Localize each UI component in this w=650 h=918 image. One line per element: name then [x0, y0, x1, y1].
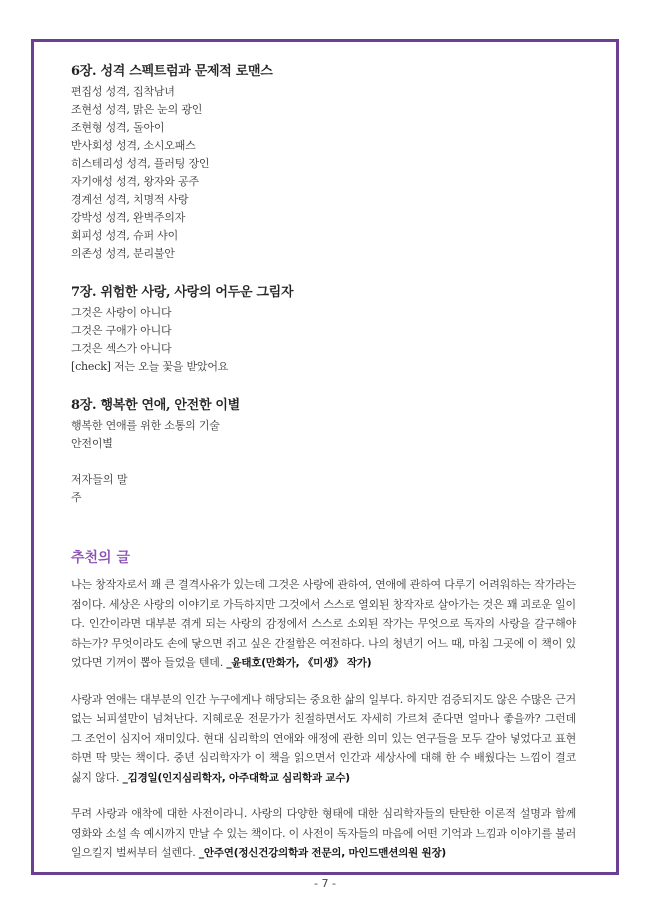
chapter-items: [71, 304, 576, 376]
recommendation-title: 추천의 글: [71, 550, 130, 566]
chapter-items: [71, 83, 576, 263]
list-item: 그것은 섹스가 아니다: [71, 342, 172, 355]
list-item: 강박성 성격, 완벽주의자: [71, 211, 186, 224]
recommendation-paragraph: [71, 804, 576, 864]
page-number: - 7 -: [314, 877, 336, 890]
recommendation-body: [71, 575, 576, 864]
list-item: 경계선 성격, 치명적 사랑: [71, 193, 189, 206]
list-item: 자기애성 성격, 왕자와 공주: [71, 175, 199, 188]
list-item: 의존성 성격, 분리불안: [71, 247, 175, 260]
notes-item: 주: [71, 491, 82, 504]
chapter-items: [71, 417, 576, 453]
list-item: 안전이별: [71, 437, 113, 450]
list-item: 편집성 성격, 집착남녀: [71, 85, 175, 98]
list-item: 조현형 성격, 돌아이: [71, 121, 165, 134]
paragraph-text: 사랑과 연애는 대부분의 인간 누구에게나 해당되는 중요한 삶의 일부다. 하지만 검증되지도 않은 수많은 근거 없는 뇌피셜만이 넘쳐난다. 지혜로운 전문가가 친절하면서도 자세히 가르쳐 준다면 얼마나 좋을까? 그런데 그 조언이 심지어 재미있다. 현대 심리학의 연애와 애정에 관한 의미 있는 연구들을 모두 갈아 넣었다고 표현하면 딱 맞는 책이다. 중년 심리학자가 이 책을 읽으면서 인간과 세상사에 대해 한 수 배웠다는 느낌이 결코 싫지 않다.: [71, 692, 576, 784]
list-item: 조현성 성격, 맑은 눈의 광인: [71, 103, 203, 116]
chapter-title: 6장. 성격 스펙트럼과 문제적 로맨스: [71, 64, 273, 79]
list-item: 행복한 연애를 위한 소통의 기술: [71, 419, 220, 432]
chapter-6: [71, 60, 576, 263]
list-item: 반사회성 성격, 소시오패스: [71, 139, 196, 152]
author-signature: _안주연(정신건강의학과 전문의, 마인드맨션의원 원장): [198, 847, 447, 859]
recommendation-paragraph: [71, 575, 576, 674]
chapter-7: [71, 281, 576, 376]
list-item: 그것은 사랑이 아니다: [71, 306, 172, 319]
list-item: 그것은 구애가 아니다: [71, 324, 172, 337]
content: [71, 60, 576, 880]
closing-section: [71, 471, 576, 507]
afterword-item: 저자들의 말: [71, 473, 128, 486]
chapter-title: 8장. 행복한 연애, 안전한 이별: [71, 398, 240, 413]
list-item: 히스테리성 성격, 플러팅 장인: [71, 157, 210, 170]
author-signature: _김경일(인지심리학자, 아주대학교 심리학과 교수): [122, 771, 350, 784]
list-item: [check] 저는 오늘 꽃을 받았어요: [71, 360, 229, 373]
author-signature: _윤태호(만화가, 《미생》 작가): [226, 657, 372, 669]
paragraph-text: 나는 창작자로서 꽤 큰 결격사유가 있는데 그것은 사랑에 관하여, 연애에 관하여 다루기 어려워하는 작가라는 점이다. 세상은 사랑의 이야기로 가득하지만 그것에서 스스로 열외된 창작자로 살아가는 것은 꽤 괴로운 일이다. 인간이라면 대부분 겪게 되는 사랑의 감정에서 스스로 소외된 작가는 무엇으로 독자의 사랑을 갈구해야 하는가? 무엇이라도 손에 닿으면 쥐고 싶은 간절함은 여전하다. 나의 청년기 어느 때, 마침 그곳에 이 책이 있었다면 기꺼이 뽑아 들었을 텐데.: [71, 578, 576, 669]
list-item: 회피성 성격, 슈퍼 샤이: [71, 229, 179, 242]
chapter-title: 7장. 위험한 사랑, 사랑의 어두운 그림자: [71, 285, 294, 300]
recommendation-paragraph: [71, 690, 576, 789]
page-frame: [31, 39, 619, 875]
chapter-8: [71, 394, 576, 453]
paragraph-text: 무려 사랑과 애착에 대한 사전이라니. 사랑의 다양한 형태에 대한 심리학자들의 탄탄한 이론적 설명과 함께 영화와 소설 속 예시까지 만날 수 있는 책이다. 이 사전이 독자들의 마음에 어떤 기억과 느낌과 이야기를 불러일으킬지 벌써부터 설렌다.: [71, 807, 576, 859]
